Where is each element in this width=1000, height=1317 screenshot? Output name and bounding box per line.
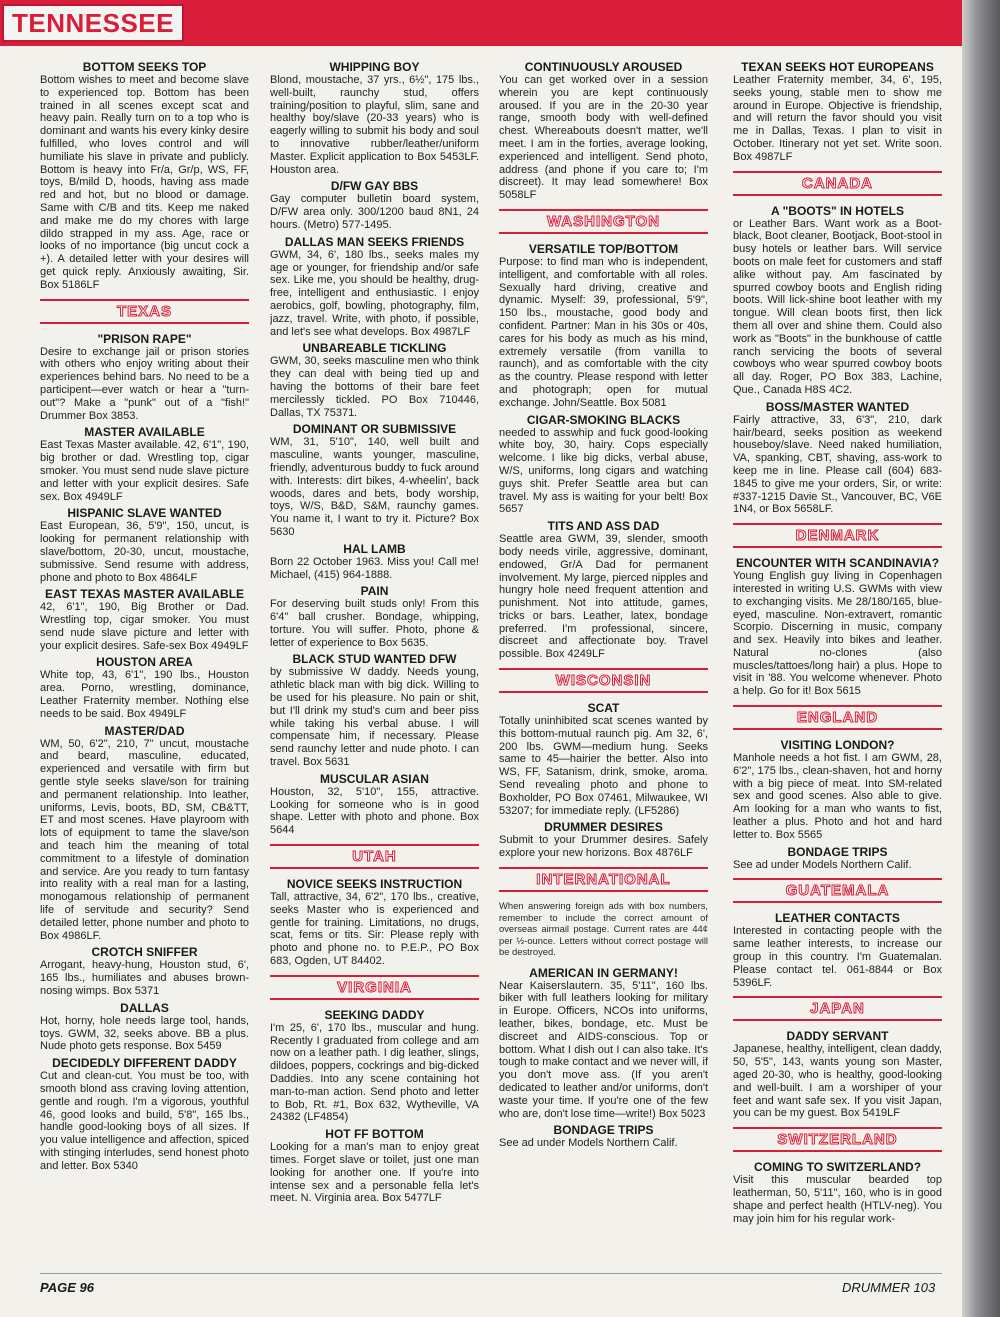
ad-title: VERSATILE TOP/BOTTOM [528, 241, 679, 256]
ad-body: Cut and clean-cut. You must be too, with smooth blond ass craving loving attention, gentle and rough. I'm a vigorous, youthful 46, good looks and build, 5'8", 165 lbs., handle good-looking boys of all sizes. If you value intelligence and affection, spiced with stinging interludes, send honest photo and letter. Box 5340 [40, 1070, 249, 1172]
classified-ad [499, 242, 708, 410]
ad-body: East European, 36, 5'9", 150, uncut, is looking for permanent relationship with slave/bottom, 20-30, uncut, moustache, submissive. Send resume with address, phone and photo to Box 4864LF [40, 520, 249, 584]
classified-ad [270, 422, 479, 538]
classified-ad [499, 60, 708, 202]
ad-body: Interested in contacting people with the same leather interests, to increase our group in this country. I'm Guatemalan. Please contact tel. 061-8844 or Box 5396LF. [733, 925, 942, 989]
ad-title: A "BOOTS" IN HOTELS [771, 203, 904, 218]
ad-title: CONTINUOUSLY AROUSED [524, 60, 683, 74]
state-tab [2, 4, 184, 42]
classified-ad [499, 1123, 708, 1150]
section-header [270, 975, 479, 1000]
ad-body: Blond, moustache, 37 yrs., 6½", 175 lbs., well-built, raunchy stud, offers training/position to playful, slim, sane and healthy boy/slave (20-33 years) who is eagerly willing to submit his body and soul to innovative rubber/leather/uniform Master. Explicit application to Box 5453LF. Houston area. [270, 74, 479, 176]
ad-body: See ad under Models Northern Calif. [733, 858, 912, 871]
section-title: GUATEMALA [785, 882, 890, 900]
classified-ad [733, 204, 942, 397]
section-header [733, 996, 942, 1021]
classified-ad [733, 845, 942, 872]
ad-title: SEEKING DADDY [324, 1007, 425, 1022]
page-number-right: DRUMMER 103 [842, 1280, 936, 1295]
classified-ad [733, 400, 942, 516]
ad-title: PAIN [360, 584, 389, 599]
classified-ad [270, 341, 479, 419]
section-title: INTERNATIONAL [536, 871, 671, 889]
section-title: WASHINGTON [546, 212, 661, 230]
classified-ad [733, 911, 942, 989]
ad-title: NOVICE SEEKS INSTRUCTION [286, 877, 463, 892]
column-1 [40, 60, 249, 1260]
ad-body: WM, 50, 6'2", 210, 7" uncut, moustache and beard, masculine, educated, experienced and versatile with firm but gentle style seeks slave/son for training and permanent relationship. Into leather, uniforms, Levis, boots, BD, SM, CB&TT, ET and most scenes. Have playroom with lots of equipment to tame the slave/son and teach him the meaning of total commitment to a lifestyle of domination and service. Are you ready to turn fantasy into reality with a real man for a lasting, monogamous relationship of permanent life of servitude and security? Send detailed letter, phone number and photo to Box 4986LF. [40, 737, 249, 942]
section-title: VIRGINIA [337, 978, 412, 996]
section-header [733, 523, 942, 548]
classified-ad [40, 945, 249, 997]
ad-body: Looking for a man's man to enjoy great times. Forget slave or toilet, just one man looking for another one. If you're into intense sex and a personable fella let's meet. N. Virginia area. Box 5477LF [270, 1141, 479, 1205]
section-header [499, 867, 708, 892]
classified-ad [270, 542, 479, 582]
ad-title: COMING TO SWITZERLAND? [753, 1160, 922, 1175]
column-4 [733, 60, 942, 1260]
ad-body: Manhole needs a hot fist. I am GWM, 28, 6'2", 175 lbs., clean-shaven, hot and horny with a big piece of meat. Into SM-related sex and good scenes. Also able to give. Am looking for a man who wants to fist, leather a plus. Photo and hot and hard letter to. Box 5565 [733, 752, 942, 841]
section-title: JAPAN [810, 1000, 865, 1018]
ad-body: Leather Fraternity member, 34, 6', 195, seeks young, stable men to show me around in Europe. Objective is friendship, and will return the favor should you visit me in Dallas, Texas. I plan to visit in October. Itinerary not yet set. Write soon. Box 4987LF [733, 74, 942, 163]
classified-ad [499, 413, 708, 517]
section-title: CANADA [802, 174, 873, 192]
ad-title: WHIPPING BOY [329, 60, 420, 74]
ad-body: WM, 31, 5'10", 140, well built and masculine, wants younger, masculine, friendly, adventurous buddy to fuck around with. Interests: dirt bikes, 4-wheelin', back woods, dares and bets, body worship, toys, W/S, B&D, S&M, raunchy games. You name it, I want to try it. Picture? Box 5630 [270, 436, 479, 538]
ad-body: White top, 43, 6'1", 190 lbs., Houston area. Porno, wrestling, dominance, Leather Fraternity member. Nothing else needs to be said. Box 4949LF [40, 669, 249, 720]
section-title: WISCONSIN [555, 672, 652, 690]
classified-ad [40, 1001, 249, 1053]
section-header [733, 878, 942, 903]
ad-title: DADDY SERVANT [786, 1029, 889, 1044]
ad-body: Totally uninhibited scat scenes wanted by this bottom-mutual raunch pig. Am 32, 6', 200 lbs. GWM—medium hung. Seeks same to 45—hairier the better. Also into WS, FF, Satanism, drink, smoke, aroma. Send revealing photo and phone to Boxholder, PO Box 07461, Milwaukee, WI 53207; for immediate reply. (LF5286) [499, 715, 708, 817]
ad-title: MUSCULAR ASIAN [320, 771, 429, 786]
classified-ad [270, 877, 479, 968]
ad-title: MASTER AVAILABLE [84, 425, 205, 440]
classified-ad [270, 1127, 479, 1205]
ad-body: Arrogant, heavy-hung, Houston stud, 6', 165 lbs., humiliates and abuses brown-nosing wimps. Box 5371 [40, 959, 249, 998]
ad-body: Tall, attractive, 34, 6'2", 170 lbs., creative, seeks Master who is experienced and gentle for training. Limitations, no drugs, scat, fems or tits. Sir: Please reply with photo and phone no. to P.E.P., PO Box 683, Ogden, UT 84402. [270, 891, 479, 968]
classified-ad [270, 584, 479, 649]
ad-body: You can get worked over in a session wherein you are kept continuously aroused. If you are in the 20-30 year range, smooth body with well-defined chest. Whereabouts doesn't matter, we'll meet. I am in the forties, average looking, experienced and intelligent. Send photo, address (and phone if you care to; I'm discreet). It may lead somewhere! Box 5058LF [499, 74, 708, 202]
postage-note: When answering foreign ads with box numbers, remember to include the correct amount of overseas airmail postage. Current rates are 44¢ per ½-ounce. Letters without correct postage will be destroyed. [499, 900, 708, 958]
ad-body: Visit this muscular bearded top leatherman, 50, 5'11", 160, who is in good shape and perfect health (HTLV-neg). You may join him for his regular work- [733, 1174, 942, 1225]
ad-body: Houston, 32, 5'10", 155, attractive. Looking for someone who is in good shape. Letter with photo and phone. Box 5644 [270, 785, 479, 837]
ad-body: Desire to exchange jail or prison stories with others who enjoy writing about their experiences behind bars. No need to be a participent—ever watch or hear a "turn-out"? Make a "punk" out of a "fish!" Drummer Box 3853. [40, 345, 249, 422]
classified-ad [40, 587, 249, 652]
ad-title: BLACK STUD WANTED DFW [292, 652, 457, 667]
classified-ad [733, 1029, 942, 1120]
section-title: ENGLAND [796, 709, 879, 727]
ad-body: Purpose: to find man who is independent, intelligent, and comfortable with all roles. Sexually hard driving, creative and dynamic. Myself: 39, professional, 5'9", 150 lbs., moustache, good body and confident. Partner: Man in his 30s or 40s, cares for his body as much as his mind, extremely versatile (from vanilla to raunch), and as comfortable with the city as the country. Please respond with letter and photograph; open for mutual exchange. John/Seattle. Box 5081 [499, 255, 708, 409]
classified-ad [499, 519, 708, 661]
classified-ad [733, 1160, 942, 1225]
ad-title: BOTTOM SEEKS TOP [82, 60, 207, 74]
classified-ad [270, 772, 479, 837]
classified-ad [499, 820, 708, 860]
section-header [270, 844, 479, 869]
section-header [499, 209, 708, 234]
section-title: TEXAS [116, 302, 172, 320]
ad-title: HOUSTON AREA [96, 655, 193, 670]
section-header [40, 299, 249, 324]
ad-body: Hot, horny, hole needs large tool, hands, toys. GWM, 32, seeks above. BB a plus. Nude photo gets response. Box 5459 [40, 1014, 249, 1053]
ad-title: ENCOUNTER WITH SCANDINAVIA? [735, 556, 940, 571]
classified-ad [733, 738, 942, 842]
classified-ad [733, 556, 942, 698]
ad-title: TEXAN SEEKS HOT EUROPEANS [741, 60, 934, 74]
classified-ad [270, 652, 479, 768]
ad-body: GWM, 30, seeks masculine men who think they can deal with being tied up and having the bottoms of their bare feet mercilessly tickled. PO Box 710446, Dallas, TX 75371. [270, 355, 479, 419]
ad-title: DECIDEDLY DIFFERENT DADDY [52, 1056, 237, 1071]
column-3 [499, 60, 708, 1260]
classified-ad [40, 724, 249, 943]
ad-title: CIGAR-SMOKING BLACKS [526, 412, 681, 427]
classified-ad [270, 1008, 479, 1124]
ad-body: GWM, 34, 6', 180 lbs., seeks males my age or younger, for friendship and/or safe sex. Like me, you should be healthy, drug-free, intelligent and enthusiastic. I enjoy aerobics, golf, bowling, photography, film, jazz, travel. Write, with photo, if possible, and let's see what develops. Box 4987LF [270, 248, 479, 338]
ad-title: BONDAGE TRIPS [787, 844, 888, 859]
ad-title: DALLAS [120, 1000, 169, 1015]
ad-title: AMERICAN IN GERMANY! [529, 965, 678, 980]
classified-ad [499, 966, 708, 1121]
ad-title: SCAT [587, 701, 620, 716]
classified-ad [270, 179, 479, 231]
ad-body: needed to asswhip and fuck good-looking white boy, 30, hairy. Cops especially welcome. I like big dicks, verbal abuse, W/S, uniforms, long cigars and watching guys shit. Prefer Seattle area but can travel. My ass is waiting for your belt! Box 5657 [499, 426, 708, 516]
ad-body: See ad under Models Northern Calif. [499, 1137, 678, 1150]
section-header [733, 1127, 942, 1152]
ad-body: East Texas Master available. 42, 6'1", 190, big brother or dad. Wrestling top, cigar smoker. You must send nude slave picture and letter with your explicit desires. Safe sex. Box 4949LF [40, 439, 249, 503]
page-spine [962, 0, 1000, 1317]
classified-ad [40, 655, 249, 720]
section-title: DENMARK [795, 527, 880, 545]
classified-ad [40, 506, 249, 584]
classified-ad [270, 60, 479, 176]
ad-title: VISITING LONDON? [780, 738, 895, 753]
ad-title: EAST TEXAS MASTER AVAILABLE [44, 587, 245, 602]
ad-body: Bottom wishes to meet and become slave to experienced top. Bottom has been trained in all scenes except scat and heavy pain. Really turn on to a top who is dominant and wants his every kinky desire fulfilled, who loves control and will humiliate his slave in private and publicly. Bottom is heavy into Fr/a, Gr/p, WS, FF, toys, B/mild D, hoods, having ass made red and hot, but no blood or damage. Same with C/B and tits. Keep me naked and make me do my chores with large dildo strapped in my ass. Age, race or looks of no importance (big uncut cock a +). A detailed letter with your desires will get quick reply. Anxiously awaiting, Sir. Box 5186LF [40, 74, 249, 291]
ad-body: Born 22 October 1963. Miss you! Call me! Michael, (415) 964-1888. [270, 555, 479, 581]
ad-title: D/FW GAY BBS [330, 179, 419, 194]
ad-title: UNBAREABLE TICKLING [302, 341, 447, 356]
classified-ad [40, 332, 249, 423]
ad-body: Submit to your Drummer desires. Safely explore your new horizons. Box 4876LF [499, 834, 708, 860]
ad-title: HOT FF BOTTOM [325, 1127, 424, 1142]
ad-body: Fairly attractive, 33, 6'3", 210, dark hair/beard, seeks position as weekend houseboy/slave. Need naked humiliation, VA, spanking, CBT, shaving, ass-work to keep me in line. Please call (604) 683-1845 to give me your orders, Sir, or write: #337-1215 Davie St., Vancouver, BC, V6E 1N4, or Box 5658LF. [733, 413, 942, 516]
classified-ad [40, 425, 249, 503]
state-tab-label: TENNESSEE [12, 8, 174, 38]
ad-title: TITS AND ASS DAD [547, 519, 660, 534]
section-header [733, 705, 942, 730]
ad-title: DALLAS MAN SEEKS FRIENDS [284, 234, 465, 249]
header-bar [0, 0, 962, 46]
ad-body: Gay computer bulletin board system, D/FW area only. 300/1200 baud 8N1, 24 hours. (Metro) 577-1495. [270, 193, 479, 231]
footer-rule [40, 1273, 942, 1274]
ad-body: Seattle area GWM, 39, slender, smooth body needs virile, aggressive, dominant, endowed, Gr/A Dad for permanent involvement. My large, pierced nipples and hungry hole need frequent attention and punishment. Not into attitude, games, tricks or bars. Leather, latex, bondage preferred. I'm professional, sincere, discreet and affectionate boy. Travel possible. Box 4249LF [499, 533, 708, 661]
ad-body: Near Kaiserslautern. 35, 5'11", 160 lbs. biker with full leathers looking for military in Europe. Officers, NCOs into uniforms, leather, bikes, bondage, etc. Must be discreet and AIDS-conscious. Top or bottom. What I dish out I can also take. It's tough to make contact and we never will, if you don't move ass. (If you aren't dedicated to leather and/or uniforms, don't waste your time. If you're one of the few who are, don't lose time—write!) Box 5023 [499, 979, 708, 1120]
classified-ad [733, 60, 942, 164]
ad-title: HAL LAMB [343, 541, 406, 556]
ad-title: BONDAGE TRIPS [553, 1123, 654, 1138]
section-title: SWITZERLAND [777, 1131, 898, 1149]
classified-ad [270, 235, 479, 339]
classified-ad [40, 60, 249, 292]
ad-body: by submissive W daddy. Needs young, athletic black man with big dick. Willing to be used for his pleasure. No pain or shit, but I'll drink my stud's cum and beer piss while taking his verbal abuse. I will compensate him, if necessary. Please send raunchy letter and nude photo. I can travel. Box 5631 [270, 666, 479, 769]
ad-body: Japanese, healthy, intelligent, clean daddy, 50, 5'5", 143, wants young son Master, aged 20-30, who is healthy, good-looking and well-built. I am a worshiper of your feet and want safe sex. If you visit Japan, you can be my guest. Box 5419LF [733, 1043, 942, 1120]
ad-title: BOSS/MASTER WANTED [765, 399, 910, 414]
ad-title: LEATHER CONTACTS [775, 911, 900, 926]
ad-body: 42, 6'1", 190, Big Brother or Dad. Wrestling top, cigar smoker. You must send nude slave picture and letter with your explicit desires. Safe-sex Box 4949LF [40, 601, 249, 652]
section-title: UTAH [352, 848, 397, 866]
classified-ad [40, 1056, 249, 1172]
ad-body: Young English guy living in Copenhagen interested in writing U.S. GWMs with view to exchanging visits. Me 28/180/165, blue-eyed, masculine. Non-extravert, romantic Scorpio. Discerning in music, company and sex. Heavily into bikes and leather. Natural no-clones (also muscles/tattoes/long hair) a plus. Hope to visit in '88. You welcome whenever. Photo a help. Go for it! Box 5615 [733, 570, 942, 698]
page-number-left: PAGE 96 [40, 1280, 94, 1295]
ad-title: MASTER/DAD [104, 723, 185, 738]
ad-body: or Leather Bars. Want work as a Boot-black, Boot cleaner, Bootjack, Boot-stool in busy hotels or leather bars. Will service boots on male feet for customers and staff alike without pay. Am fascinated by spurred cowboy boots and English riding boots. Will lick-shine boot leather with my tongue. Will clean boots first, then lick them all over and shine them. Could also work as "Boots" in the bunkhouse of cattle ranch servicing the boots of several cowboys who wear spurred cowboy boots all day. Roger, PO Box 383, Lachine, Que., Canada H8S 4C2. [733, 217, 942, 396]
ad-title: HISPANIC SLAVE WANTED [67, 506, 222, 521]
section-header [499, 668, 708, 693]
ad-body: For deserving built studs only! From this 6'4" ball crusher. Bondage, whipping, torture. You will suffer. Photo, phone & letter of experience to Box 5635. [270, 598, 479, 649]
ad-title: DRUMMER DESIRES [544, 820, 663, 835]
ad-body: I'm 25, 6', 170 lbs., muscular and hung. Recently I graduated from college and am now on a leather path. I dig leather, slings, dildoes, poppers, cockrings and big-dicked Daddies. Into any scene containing hot man-to-man action. Send photo and letter to Bob, Rt. #1, Box 632, Wytheville, VA 24382 (LF4854) [270, 1021, 479, 1124]
ad-title: CROTCH SNIFFER [91, 945, 198, 960]
column-2 [270, 60, 479, 1260]
section-header [733, 171, 942, 196]
ad-title: "PRISON RAPE" [97, 331, 192, 346]
ad-title: DOMINANT OR SUBMISSIVE [292, 422, 457, 437]
classified-ad [499, 701, 708, 817]
